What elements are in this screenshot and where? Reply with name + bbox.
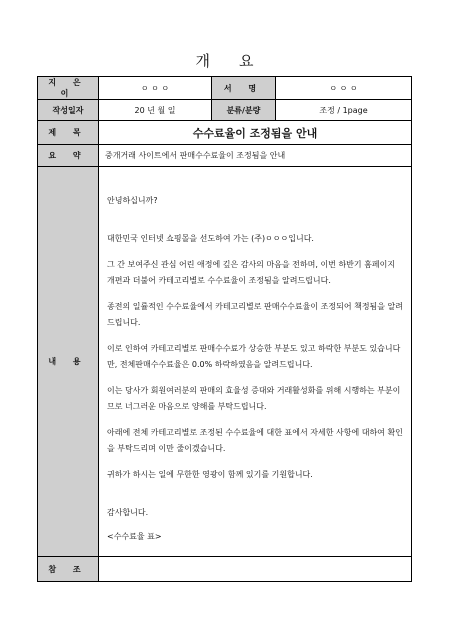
title-char-2: 요 bbox=[239, 52, 255, 70]
summary-value: 중개거래 사이트에서 판매수수료율이 조정됨을 안내 bbox=[99, 145, 412, 167]
signature-label: 서 명 bbox=[212, 77, 276, 100]
content-paragraph: 귀하가 하시는 일에 무한한 영광이 함께 있기를 기원합니다. bbox=[107, 470, 313, 479]
content-body bbox=[99, 167, 412, 557]
content-paragraph: 대한민국 인터넷 쇼핑몰을 선도하여 가는 (주)ㅇㅇㅇ입니다. bbox=[107, 234, 314, 243]
reference-value bbox=[99, 557, 412, 582]
overview-table bbox=[37, 76, 412, 582]
category-label: 분류/분량 bbox=[212, 100, 276, 121]
reference-label: 참 조 bbox=[38, 557, 99, 582]
content-paragraph: 그 간 보여주신 관심 어린 애정에 깊은 감사의 마음을 전하며, 이번 하반기 홈페이지 개편과 더불어 카테고리별로 수수료율이 조정됨을 알려드립니다. bbox=[107, 260, 396, 285]
date-label: 작성일자 bbox=[38, 100, 99, 121]
subject-value: 수수료율이 조정됨을 안내 bbox=[99, 121, 412, 145]
date-value: 20 년 월 일 bbox=[99, 100, 212, 121]
author-row bbox=[38, 77, 412, 100]
content-paragraph: 이는 당사가 회원여러분의 판매의 효율성 증대와 거래활성화를 위해 시행하는 부분이므로 너그러운 마음으로 양해를 부탁드립니다. bbox=[107, 386, 401, 411]
subject-label: 제 목 bbox=[38, 121, 99, 145]
content-paragraph: 감사합니다. bbox=[107, 508, 149, 517]
title-char-1: 개 bbox=[195, 52, 211, 70]
summary-label: 요 약 bbox=[38, 145, 99, 167]
content-paragraph: 이로 인하여 카테고리별로 판매수수료가 상승한 부분도 있고 하락한 부분도 있습니다만, 전체판매수수료율은 0.0% 하락하였음을 알려드립니다. bbox=[107, 344, 401, 369]
signature-value: ㅇ ㅇ ㅇ bbox=[276, 77, 412, 100]
content-label: 내 용 bbox=[38, 167, 99, 557]
summary-row bbox=[38, 145, 412, 167]
subject-row bbox=[38, 121, 412, 145]
content-paragraph: <수수료율 표> bbox=[107, 532, 162, 541]
reference-row bbox=[38, 557, 412, 582]
author-label: 지 은 이 bbox=[38, 77, 99, 100]
content-paragraph: 아래에 전체 카테고리별로 조정된 수수료율에 대한 표에서 자세한 사항에 대하여 확인을 부탁드리며 이만 줄이겠습니다. bbox=[107, 428, 403, 453]
content-paragraph: 종전의 일률적인 수수료율에서 카테고리별로 판매수수료율이 조정되어 책정됨을 알려드립니다. bbox=[107, 302, 404, 327]
date-row bbox=[38, 100, 412, 121]
content-row bbox=[38, 167, 412, 557]
author-value: ㅇ ㅇ ㅇ bbox=[99, 77, 212, 100]
category-value: 조정 / 1page bbox=[276, 100, 412, 121]
content-paragraph: 안녕하십니까? bbox=[107, 196, 158, 205]
document-title bbox=[0, 50, 450, 71]
